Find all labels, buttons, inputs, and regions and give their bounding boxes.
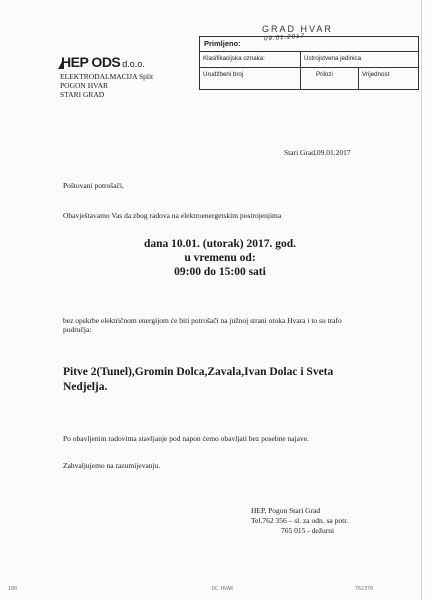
stamp-ustrojstvena-label: Ustrojstvena jedinica (304, 55, 362, 62)
logo-text: HEP ODS (61, 54, 121, 70)
affected-areas-line-1: Pitve 2(Tunel),Gromin Dolca,Zavala,Ivan Dolac i Sveta (63, 366, 334, 378)
stamp-row-divider (200, 67, 418, 68)
body-line-1: bez opskrbe električnom energijom će biti potrošači na južnoj strani otoka Hvara i to su trafo (63, 316, 342, 325)
salutation: Poštovani potrošači, (63, 181, 124, 190)
closing-text-1: Po obavljenim radovima stavljanje pod napon ćemo obavljati bez posebne najave. (63, 434, 309, 443)
affected-areas-line-2: Nedjelja. (63, 381, 108, 393)
stamp-vrijednost-label: Vrijednost (362, 71, 390, 78)
stamp-row-divider (200, 51, 418, 52)
signature-line-1: HEP, Pogon Stari Grad (251, 506, 321, 515)
page-edge-line (421, 0, 422, 600)
stamp-urudzbeni-label: Urudžbeni broj (203, 71, 244, 78)
sender-line-2: POGON HVAR (60, 81, 108, 90)
time-range: 09:00 do 15:00 sati (174, 266, 266, 278)
stamp-handwritten-date: 09.01.2017 (263, 32, 306, 43)
signature-line-3: 765 015 - dežurni (281, 526, 335, 535)
stamp-col-divider (300, 51, 301, 89)
stamp-klasifikacija-label: Klasifikacijska oznaka: (203, 55, 265, 62)
received-stamp (199, 32, 419, 90)
fax-number: 762370 (355, 586, 374, 592)
stamp-title: GRAD HVAR (262, 24, 333, 34)
body-line-2: područja: (63, 325, 92, 334)
fax-page-number: 100 (8, 586, 18, 592)
stamp-primljeno-label: Primljeno: (204, 39, 241, 48)
outage-date: dana 10.01. (utorak) 2017. god. (143, 238, 297, 250)
sender-line-1: ELEKTRODALMACIJA Split (60, 72, 154, 81)
signature-line-2: Tel.762 356 – sl. za odn. sa potr. (251, 516, 349, 525)
place-date: Stari Grad,09.01.2017 (284, 148, 351, 157)
sender-line-3: STARI GRAD (60, 90, 105, 99)
closing-text-2: Zahvaljujemo na razumijevanju. (63, 461, 161, 470)
hep-ods-logo (58, 54, 145, 70)
stamp-col-divider (358, 67, 359, 89)
intro-text: Obavještavamo Vas da zbog radova na elektroenergetskim postrojenjima (63, 211, 282, 220)
stamp-prilozi-label: Prilozi (316, 71, 333, 78)
logo-suffix: d.o.o. (122, 59, 145, 69)
fax-sender: DC HVAR (212, 586, 234, 592)
time-label: u vremenu od: (184, 252, 256, 264)
